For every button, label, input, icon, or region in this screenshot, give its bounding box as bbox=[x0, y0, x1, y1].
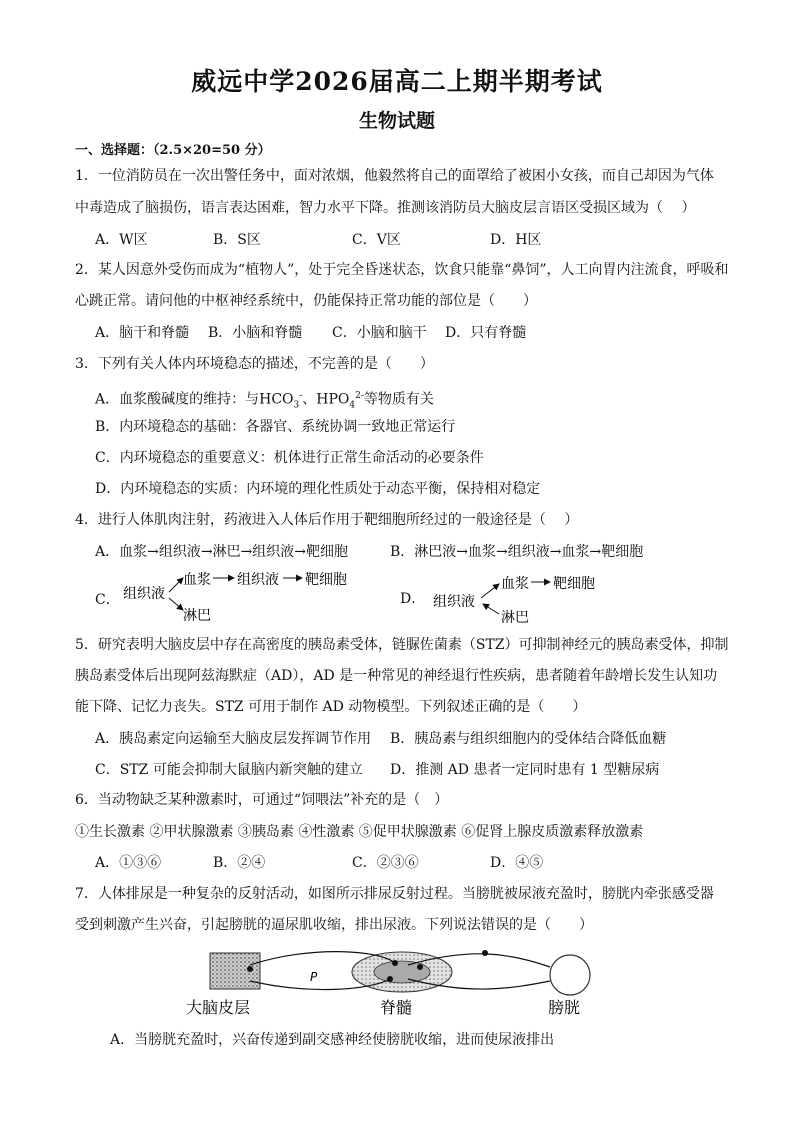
q5-line2: 胰岛素受体后出现阿兹海默症（AD），AD 是一种常见的神经退行性疾病，患者随着年龄增长发生认知功 bbox=[75, 668, 718, 684]
q6-line2: ①生长激素 ②甲状腺激素 ③胰岛素 ④性激素 ⑤促甲状腺激素 ⑥促肾上腺皮质激素释放激素 bbox=[75, 824, 644, 840]
page-subtitle: 生物试题 bbox=[358, 110, 435, 132]
page-title: 威远中学2026届高二上期半期考试 bbox=[191, 67, 603, 96]
c-target-cell: 靶细胞 bbox=[305, 572, 347, 588]
q3-option-d: D．内环境稳态的实质：内环境的理化性质处于动态平衡，保持相对稳定 bbox=[95, 481, 541, 497]
q6-option-b: B．②④ bbox=[213, 855, 266, 871]
q2-option-a: A．脑干和脊髓 bbox=[95, 325, 190, 341]
q3-option-b: B．内环境稳态的基础：各器官、系统协调一致地正常运行 bbox=[95, 419, 456, 435]
label-cortex: 大脑皮层 bbox=[186, 998, 251, 1017]
q2-line2: 心跳正常。请问他的中枢神经系统中，仍能保持正常功能的部位是（ ） bbox=[75, 293, 537, 309]
q7-line2: 受到刺激产生兴奋，引起膀胱的逼尿肌收缩，排出尿液。下列说法错误的是（ ） bbox=[75, 917, 593, 933]
q7-line1: 7．人体排尿是一种复杂的反射活动，如图所示排尿反射过程。当膀胱被尿液充盈时，膀胱内牵张感受器 bbox=[75, 886, 714, 902]
q4-option-d-diagram bbox=[425, 570, 635, 630]
q3-option-a: A．血浆酸碱度的维持：与$HCO_3^-$、$HPO_4^{2-}$等物质有关 bbox=[95, 391, 434, 411]
q4-option-c-label: C． bbox=[95, 592, 120, 608]
label-p: P bbox=[310, 970, 318, 984]
d-plasma: 血浆 bbox=[501, 576, 529, 592]
q4-option-c-diagram bbox=[115, 566, 365, 628]
q6-option-c: C．②③⑥ bbox=[352, 855, 419, 871]
q1-line1: 1．一位消防员在一次出警任务中，面对浓烟，他毅然将自己的面罩给了被困小女孩，而自己却因为气体 bbox=[75, 168, 714, 184]
q1-option-d: D．H区 bbox=[490, 232, 542, 248]
label-bladder: 膀胱 bbox=[548, 998, 581, 1017]
d-tissue-fluid: 组织液 bbox=[433, 594, 475, 610]
q7-reflex-diagram bbox=[180, 945, 620, 1020]
q5-option-a: A．胰岛素定向运输至大脑皮层发挥调节作用 bbox=[95, 731, 372, 747]
q3-option-c: C．内环境稳态的重要意义：机体进行正常生命活动的必要条件 bbox=[95, 450, 484, 466]
q2-line1: 2．某人因意外受伤而成为“植物人”，处于完全昏迷状态，饮食只能靠“鼻饲”，人工向胃内注流食，呼吸和 bbox=[75, 262, 729, 278]
q2-option-b: B．小脑和脊髓 bbox=[208, 325, 303, 341]
c-plasma: 血浆 bbox=[183, 572, 211, 588]
d-target-cell: 靶细胞 bbox=[553, 576, 595, 592]
section-heading: 一、选择题：（2.5×20=50 分） bbox=[75, 143, 271, 158]
q5-line1: 5．研究表明大脑皮层中存在高密度的胰岛素受体，链脲佐菌素（STZ）可抑制神经元的胰岛素受体，抑制 bbox=[75, 637, 729, 653]
q1-option-c: C．V区 bbox=[352, 232, 401, 248]
q4-option-b: B．淋巴液→血浆→组织液→血浆→靶细胞 bbox=[390, 544, 644, 560]
q1-option-a: A．W区 bbox=[95, 232, 148, 248]
q4-option-d-label: D． bbox=[400, 591, 426, 607]
q4-option-a: A．血浆→组织液→淋巴→组织液→靶细胞 bbox=[95, 544, 349, 560]
q3-line1: 3．下列有关人体内环境稳态的描述，不完善的是（ ） bbox=[75, 356, 434, 372]
q2-option-d: D．只有脊髓 bbox=[445, 325, 527, 341]
c-lymph: 淋巴 bbox=[183, 608, 211, 624]
q6-option-a: A．①③⑥ bbox=[95, 855, 162, 871]
q1-option-b: B．S区 bbox=[213, 232, 261, 248]
q5-option-c: C．STZ 可能会抑制大鼠脑内新突触的建立 bbox=[95, 762, 363, 778]
label-spinal-cord: 脊髓 bbox=[380, 998, 413, 1017]
q6-line1: 6．当动物缺乏某种激素时，可通过“饲喂法”补充的是（ ） bbox=[75, 792, 449, 808]
q5-line3: 能下降、记忆力丧失。STZ 可用于制作 AD 动物模型。下列叙述正确的是（ ） bbox=[75, 699, 587, 715]
q6-option-d: D．④⑤ bbox=[490, 855, 544, 871]
q5-option-b: B．胰岛素与组织细胞内的受体结合降低血糖 bbox=[390, 731, 667, 747]
c-tissue-fluid: 组织液 bbox=[123, 586, 165, 602]
q5-option-d: D．推测 AD 患者一定同时患有 1 型糖尿病 bbox=[390, 762, 660, 778]
q2-option-c: C．小脑和脑干 bbox=[332, 325, 427, 341]
d-lymph: 淋巴 bbox=[501, 610, 529, 626]
c-tissue-fluid-2: 组织液 bbox=[237, 572, 279, 588]
cortex-block bbox=[210, 953, 260, 989]
q7-option-a: A．当膀胱充盈时，兴奋传递到副交感神经使膀胱收缩，进而使尿液排出 bbox=[110, 1032, 555, 1048]
bladder-circle bbox=[550, 955, 590, 995]
q1-line2: 中毒造成了脑损伤，语言表达困难，智力水平下降。推测该消防员大脑皮层言语区受损区域为（ ） bbox=[75, 200, 696, 216]
q4-line1: 4．进行人体肌肉注射，药液进入人体后作用于靶细胞所经过的一般途径是（ ） bbox=[75, 512, 579, 528]
